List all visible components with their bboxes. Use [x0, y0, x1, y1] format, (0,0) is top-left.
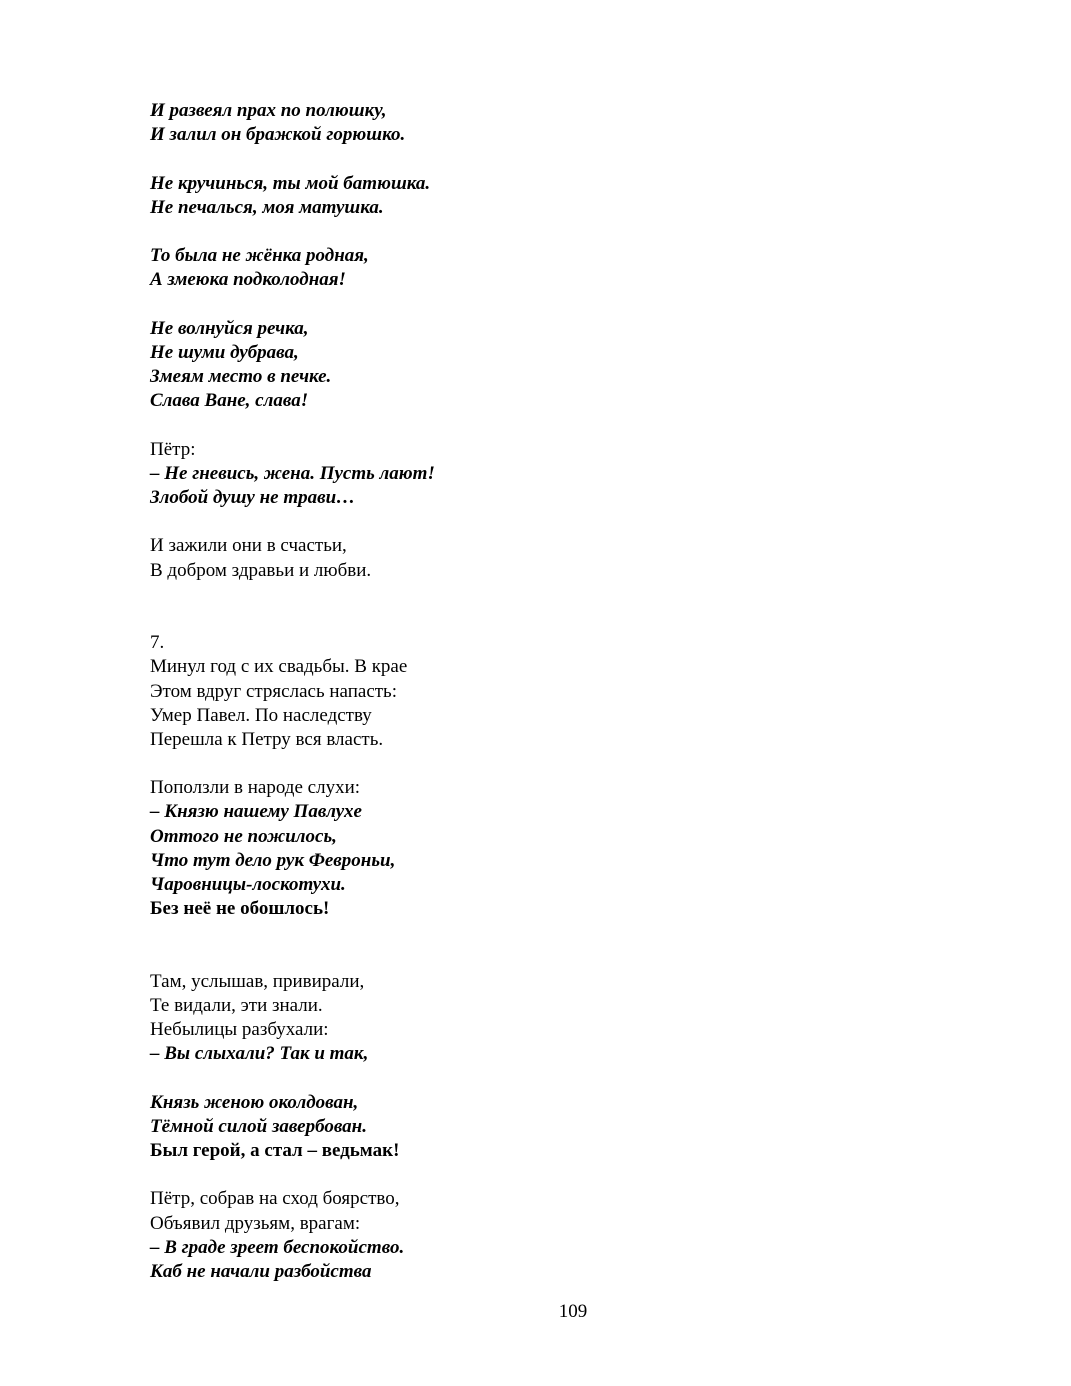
verse-line: Этом вдруг стряслась напасть: [150, 680, 397, 702]
verse-line: Чаровницы-лоскотухи. [150, 874, 346, 896]
stanza [150, 1091, 950, 1164]
verse-line: Тёмной силой завербован. [150, 1115, 367, 1137]
verse-line: Злобой душу не трави… [150, 487, 356, 508]
verse-line: Перешла к Петру вся власть. [150, 728, 384, 750]
stanza-gap [150, 921, 950, 969]
stanza-gap [150, 413, 950, 437]
verse-line: Не печалься, моя матушка. [150, 196, 384, 218]
verse-line: – В граде зреет беспокойство. [150, 1236, 405, 1258]
verse-line: Что тут дело рук Февроньи, [150, 849, 396, 871]
stanza [150, 99, 950, 147]
verse-line: Был герой, а стал – ведьмак! [150, 1140, 400, 1162]
verse-line: Змеям место в печке. [150, 366, 332, 388]
verse-line: Не шуми дубрава, [150, 341, 299, 363]
stanza [150, 438, 950, 511]
verse-line: Те видали, эти знали. [150, 994, 323, 1016]
verse-line: Поползли в народе слухи: [150, 777, 361, 799]
stanza-gap [150, 220, 950, 244]
stanza [150, 317, 950, 414]
verse-line: В добром здравьи и любви. [150, 559, 372, 581]
verse-line: Умер Павел. По наследству [150, 704, 372, 726]
verse-line: И зажили они в счастьи, [150, 535, 347, 557]
verse-line: А змеюка подколодная! [150, 269, 346, 291]
verse-line: Объявил друзьям, врагам: [150, 1212, 361, 1234]
stanza-gap [150, 510, 950, 534]
stanza [150, 172, 950, 220]
stanza [150, 244, 950, 292]
verse-line: Не волнуйся речка, [150, 317, 309, 339]
verse-line: Слава Ване, слава! [150, 390, 309, 412]
stanza [150, 776, 950, 921]
stanza [150, 534, 950, 582]
verse-line: – Не гневись, жена. Пусть лают! [150, 462, 435, 484]
verse-line: Каб не начали разбойства [150, 1261, 372, 1283]
verse-line: Князь женою околдован, [150, 1091, 359, 1113]
stanza-gap [150, 1067, 950, 1091]
verse-line: Оттого не пожилось, [150, 825, 337, 847]
stanza-gap [150, 583, 950, 631]
page-number: 109 [558, 1301, 588, 1322]
stanza-gap [150, 752, 950, 776]
stanza-gap [150, 147, 950, 171]
verse-line: То была не жёнка родная, [150, 245, 369, 267]
verse-line: Пётр, собрав на сход боярство, [150, 1188, 400, 1210]
stanza-gap [150, 1163, 950, 1187]
verse-line: Небылицы разбухали: [150, 1019, 329, 1041]
verse-line: Не кручинься, ты мой батюшка. [150, 172, 431, 194]
verse-line: И развеял прах по полюшку, [150, 100, 387, 121]
verse-line: Пётр: [150, 438, 196, 460]
stanza [150, 1187, 950, 1284]
stanza-gap [150, 293, 950, 317]
verse-line: – Князю нашему Павлухе [150, 801, 362, 823]
verse-line: Без неё не обошлось! [150, 898, 330, 920]
verse-line: Там, услышав, привирали, [150, 970, 365, 992]
stanza [150, 631, 950, 752]
verse-line: – Вы слыхали? Так и так, [150, 1043, 369, 1065]
verse-line: Минул год с их свадьбы. В крае [150, 656, 408, 678]
poem-text-column [150, 99, 950, 1284]
verse-line: 7. [150, 632, 165, 654]
verse-line: И залил он бражкой горюшко. [150, 124, 406, 146]
stanza [150, 970, 950, 1067]
